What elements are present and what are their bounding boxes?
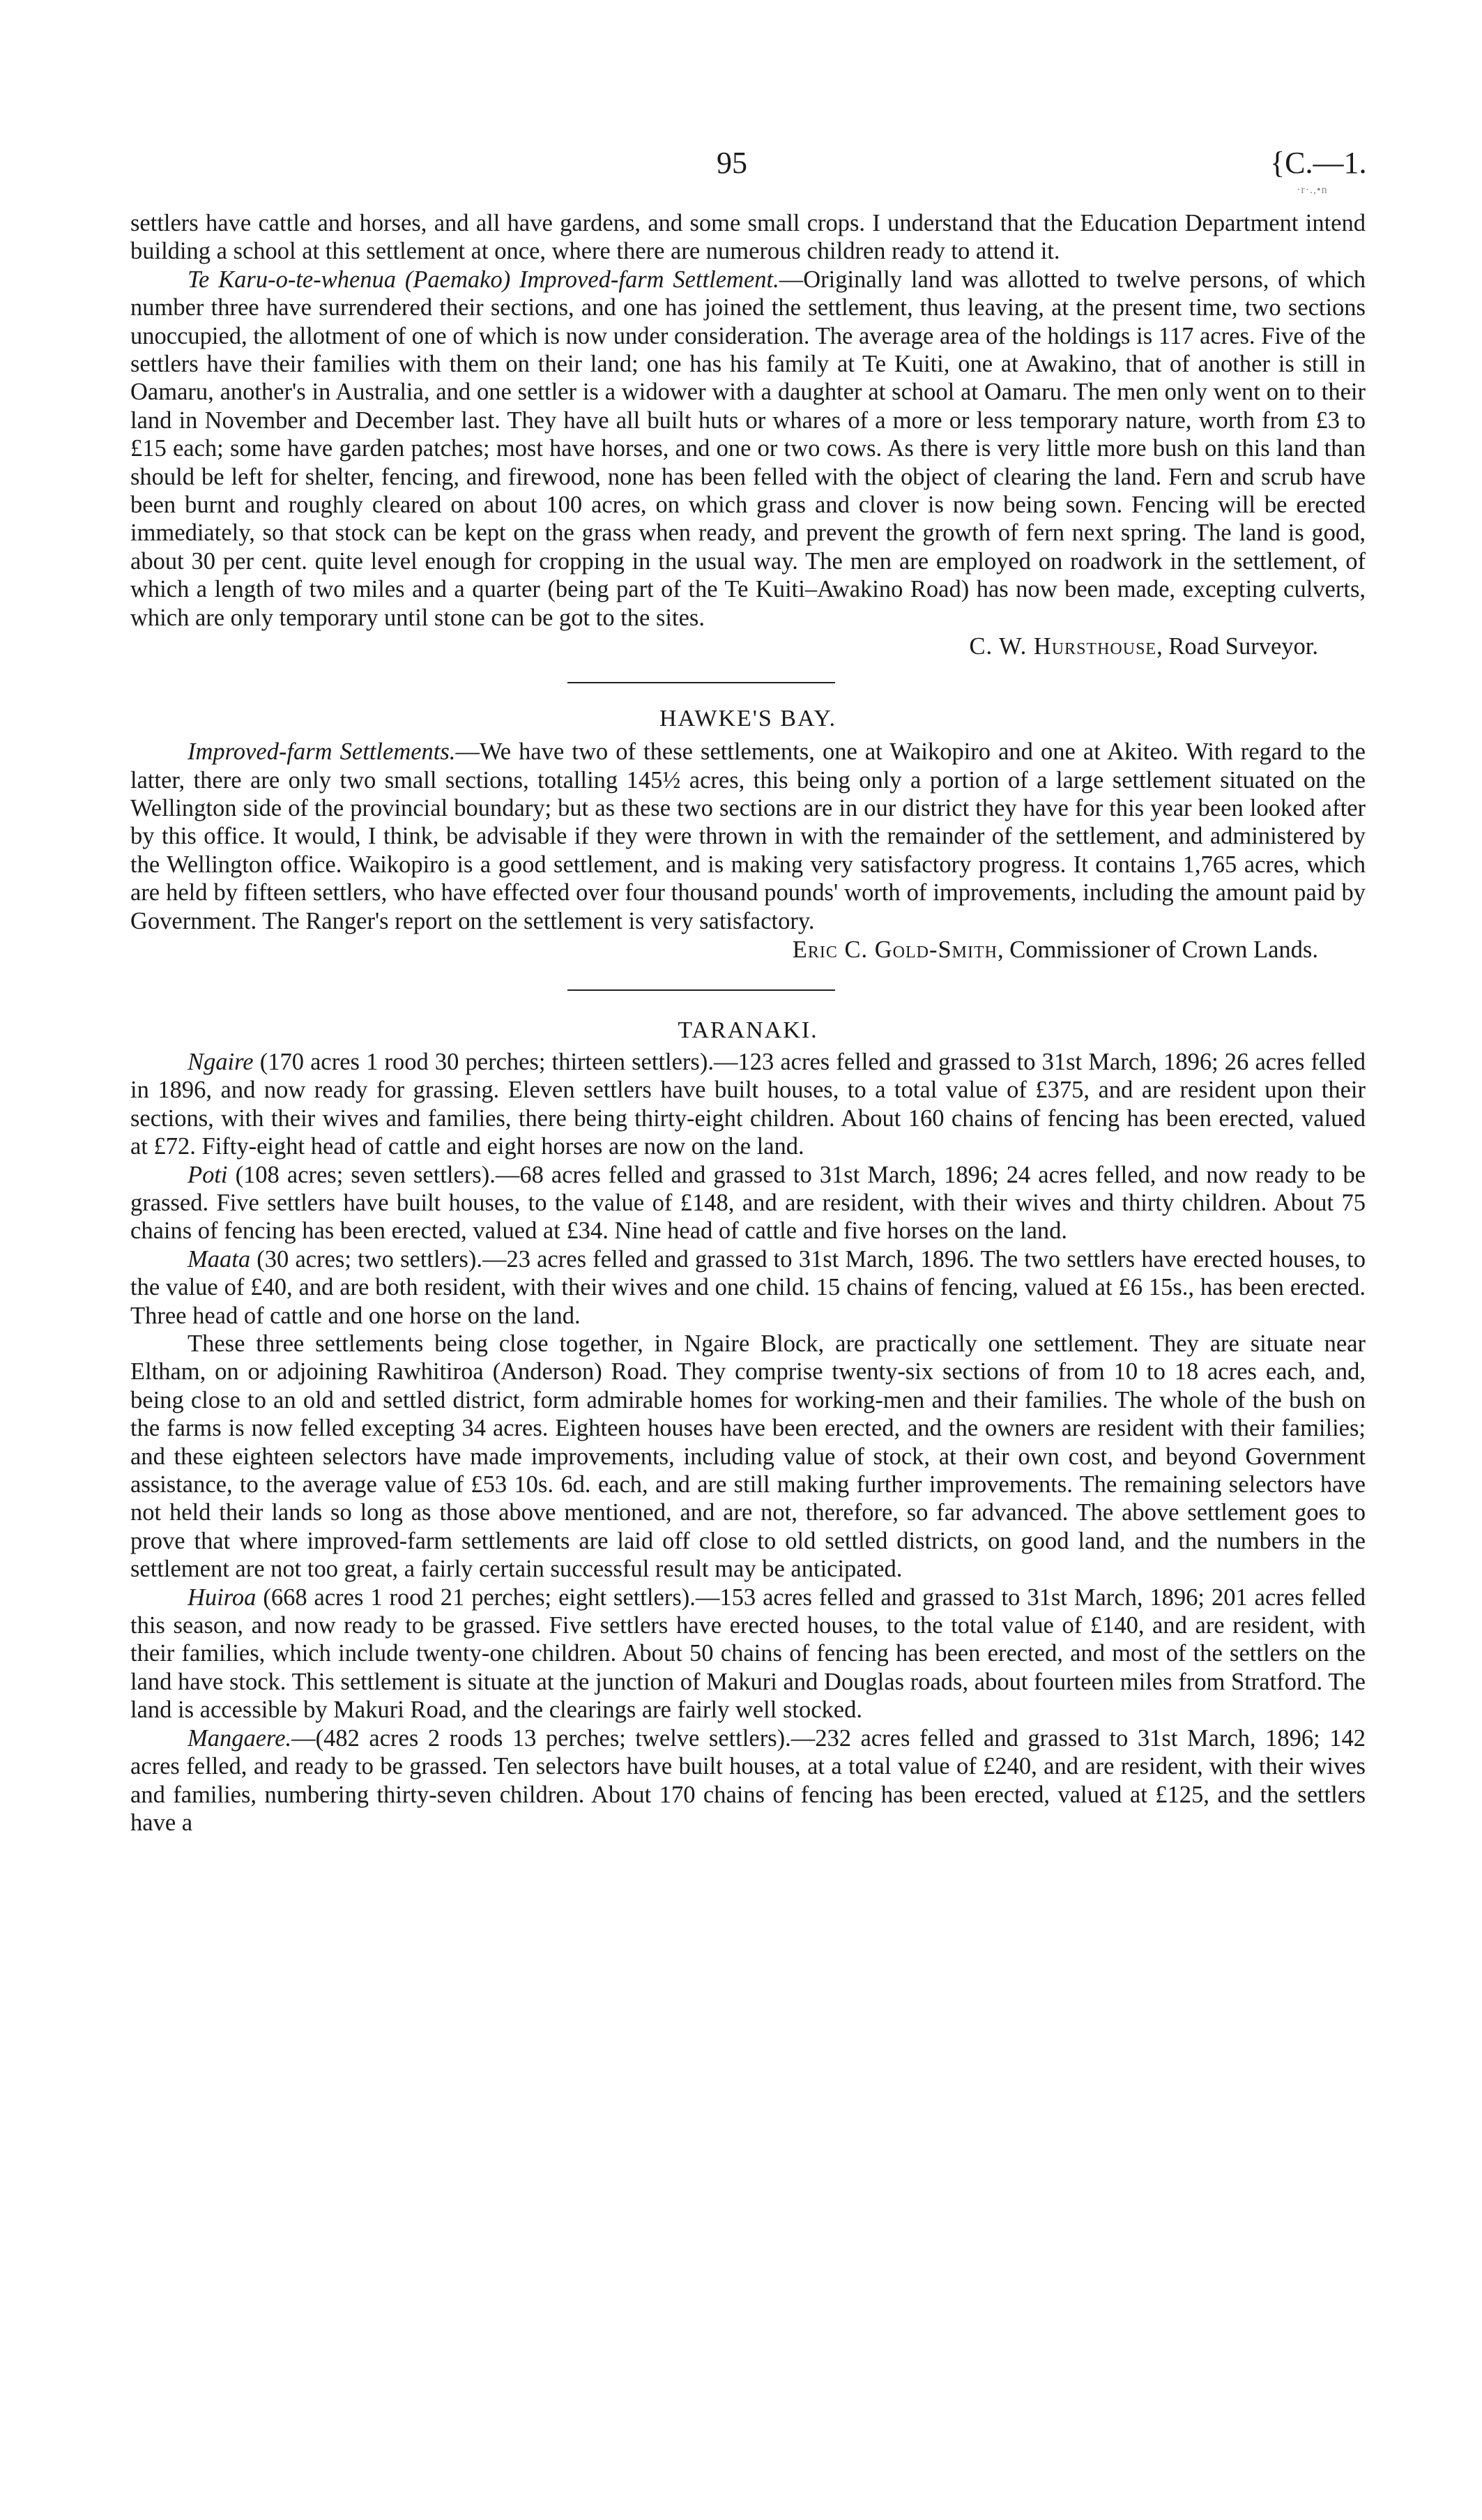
- body-text: [130, 209, 1366, 1837]
- settlement-title: Improved-farm Settlements.: [188, 738, 456, 766]
- paragraph-body: (30 acres; two settlers).—23 acres felled and grassed to 31st March, 1896. The two settlers have erected houses, to the value of £40, and are both resident, with their wives and one child. 15 chains of fencing, valued at £6 15s., has been erected. Three head of cattle and one horse on the land.: [130, 1245, 1366, 1329]
- section-heading-taranaki: TARANAKI.: [678, 1017, 818, 1043]
- paragraph-body: —(482 acres 2 roods 13 perches; twelve settlers).—232 acres felled and grassed to 31st March, 1896; 142 acres felled, and ready to be grassed. Ten selectors have built houses, at a total value of £240, and are resident, with their wives and families, numbering thirty-seven children. About 170 chains of fencing has been erected, valued at £125, and the settlers have a: [130, 1724, 1366, 1836]
- settlement-title: Poti: [188, 1161, 228, 1188]
- paragraph-te-karu-o-te-whenua: [130, 266, 1366, 632]
- paragraph-ngaire: [130, 1048, 1366, 1161]
- signature-gold-smith: [130, 935, 1366, 964]
- paragraph-continuation: settlers have cattle and horses, and all have gardens, and some small crops. I understand that the Education Department intend building a school at this settlement at once, where there are numerous children ready to attend it.: [130, 210, 1366, 265]
- paragraph-huiroa: [130, 1584, 1366, 1724]
- settlement-title: Ngaire: [188, 1048, 254, 1075]
- section-heading-hawkes-bay: HAWKE'S BAY.: [659, 706, 837, 732]
- settlement-title: Te Karu-o-te-whenua (Paemako) Improved-farm Settlement.: [188, 266, 779, 293]
- settlement-title: Huiroa: [188, 1584, 257, 1611]
- page-reference: {C.—1.: [1270, 146, 1367, 180]
- page-number: 95: [717, 146, 747, 180]
- header-smudge: ·r·.,•n: [1297, 184, 1328, 196]
- settlement-title: Mangaere.: [188, 1724, 292, 1752]
- paragraph-maata: [130, 1245, 1366, 1330]
- signature-role: , Road Surveyor.: [1156, 633, 1318, 660]
- paragraph-poti: [130, 1161, 1366, 1245]
- paragraph-ngaire-block: These three settlements being close together, in Ngaire Block, are practically one settlement. They are situate near Eltham, on or adjoining Rawhitiroa (Anderson) Road. They comprise twenty-six sections of from 10 to 18 acres each, and, being close to an old and settled district, form admirable homes for working-men and their families. The whole of the bush on the farms is now felled excepting 34 acres. Eighteen houses have been erected, and the owners are resident with their families; and these eighteen selectors have made improvements, including value of stock, at their own cost, and beyond Government assistance, to the average value of £53 10s. 6d. each, and are still making further improvements. The remaining selectors have not held their lands so long as those above mentioned, and are not, therefore, so far advanced. The above settlement goes to prove that where improved-farm settlements are laid off close to old settled districts, on good land, and the numbers in the settlement are not too great, a fairly certain successful result may be anticipated.: [130, 1330, 1366, 1583]
- signature-name: Eric C. Gold-Smith: [792, 936, 998, 963]
- paragraph-body: (170 acres 1 rood 30 perches; thirteen settlers).—123 acres felled and grassed to 31st March, 1896; 26 acres felled in 1896, and now ready for grassing. Eleven settlers have built houses, to a total value of £375, and are resident upon their sections, with their wives and families, there being thirty-eight children. About 160 chains of fencing has been erected, valued at £72. Fifty-eight head of cattle and eight horses are now on the land.: [130, 1048, 1366, 1160]
- signature-name: C. W. Hursthouse: [969, 633, 1157, 660]
- paragraph-hawkes-bay: [130, 738, 1366, 935]
- page-header: [0, 145, 1482, 196]
- signature-hursthouse: [130, 632, 1366, 661]
- paragraph-body: —We have two of these settlements, one at Waikopiro and one at Akiteo. With regard to the latter, there are only two small sections, totalling 145½ acres, this being only a portion of a large settlement situated on the Wellington side of the provincial boundary; but as these two sections are in our district they have for this year been looked after by this office. It would, I think, be advisable if they were thrown in with the remainder of the settlement, and administered by the Wellington office. Waikopiro is a good settlement, and is making very satisfactory progress. It contains 1,765 acres, which are held by fifteen settlers, who have effected over four thousand pounds' worth of improvements, including the amount paid by Government. The Ranger's report on the settlement is very satisfactory.: [130, 738, 1366, 934]
- paragraph-mangaere: [130, 1724, 1366, 1837]
- settlement-title: Maata: [188, 1245, 251, 1273]
- paragraph-body: —Originally land was allotted to twelve persons, of which number three have surrendered their sections, and one has joined the settlement, thus leaving, at the present time, two sections unoccupied, the allotment of one of which is now under consideration. The average area of the holdings is 117 acres. Five of the settlers have their families with them on their land; one has his family at Te Kuiti, one at Awakino, that of another is still in Oamaru, another's in Australia, and one settler is a widower with a daughter at school at Oamaru. The men only went on to their land in November and December last. They have all built huts or whares of a more or less temporary nature, worth from £3 to £15 each; some have garden patches; most have horses, and one or two cows. As there is very little more bush on this land than should be left for shelter, fencing, and firewood, none has been felled with the object of clearing the land. Fern and scrub have been burnt and roughly cleared on about 100 acres, on which grass and clover is now being sown. Fencing will be erected immediately, so that stock can be kept on the grass when ready, and prevent the growth of fern next spring. The land is good, about 30 per cent. quite level enough for cropping in the usual way. The men are employed on roadwork in the settlement, of which a length of two miles and a quarter (being part of the Te Kuiti–Awakino Road) has now been made, excepting culverts, which are only temporary until stone can be got to the sites.: [130, 266, 1366, 631]
- signature-role: , Commissioner of Crown Lands.: [998, 936, 1318, 963]
- paragraph-body: (668 acres 1 rood 21 perches; eight settlers).—153 acres felled and grassed to 31st March, 1896; 201 acres felled this season, and now ready to be grassed. Five settlers have erected houses, to the total value of £140, and are resident, with their families, which include twenty-one children. About 50 chains of fencing has been erected, and most of the settlers on the land have stock. This settlement is situate at the junction of Makuri and Douglas roads, about fourteen miles from Stratford. The land is accessible by Makuri Road, and the clearings are fairly well stocked.: [130, 1584, 1366, 1724]
- paragraph-body: (108 acres; seven settlers).—68 acres felled and grassed to 31st March, 1896; 24 acres felled, and now ready to be grassed. Five settlers have built houses, to the value of £148, and are resident, with their wives and thirty children. About 75 chains of fencing has been erected, valued at £34. Nine head of cattle and five horses on the land.: [130, 1161, 1366, 1245]
